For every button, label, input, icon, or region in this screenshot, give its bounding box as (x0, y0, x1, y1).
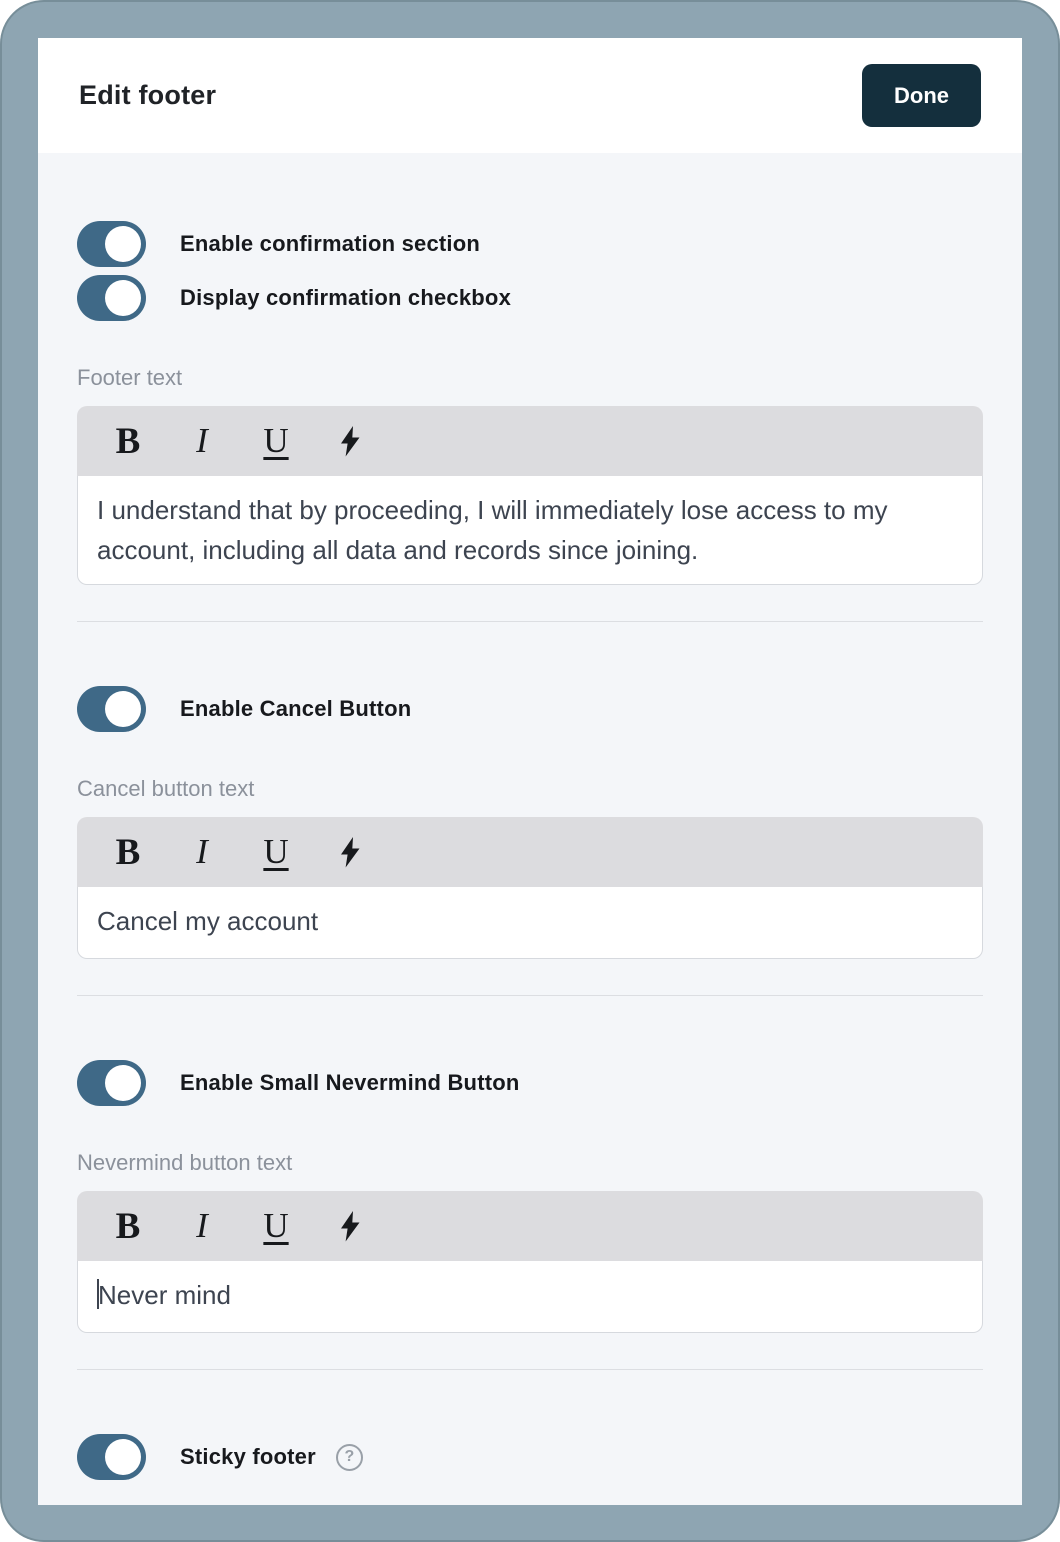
cancel-button-text-editor (77, 817, 983, 959)
enable-small-nevermind-button-toggle[interactable] (77, 1060, 146, 1106)
underline-button[interactable]: U (247, 1198, 305, 1254)
help-icon[interactable]: ? (336, 1444, 363, 1471)
toggle-label: Enable Cancel Button (180, 696, 412, 721)
lightning-icon (338, 837, 362, 868)
lightning-button[interactable] (321, 413, 379, 469)
section-sticky-footer (77, 1434, 983, 1480)
toggle-row-sticky-footer (77, 1434, 983, 1480)
cancel-button-text-input[interactable]: Cancel my account (77, 887, 983, 959)
divider (77, 1369, 983, 1370)
page-title: Edit footer (79, 80, 217, 110)
nevermind-button-text-editor (77, 1191, 983, 1333)
toggle-knob (105, 1439, 141, 1475)
toggle-label: Enable confirmation section (180, 231, 481, 256)
italic-button[interactable]: I (173, 824, 231, 880)
done-button[interactable]: Done (862, 64, 981, 127)
lightning-button[interactable] (321, 1198, 379, 1254)
nevermind-button-text-label: Nevermind button text (77, 1150, 293, 1175)
toggle-knob (105, 1065, 141, 1101)
footer-text-label: Footer text (77, 365, 183, 390)
cancel-button-text-label: Cancel button text (77, 776, 255, 801)
toggle-knob (105, 691, 141, 727)
editor-toolbar (77, 817, 983, 887)
divider (77, 621, 983, 622)
underline-button[interactable]: U (247, 824, 305, 880)
nevermind-text-value: Never mind (98, 1280, 231, 1310)
enable-cancel-button-toggle[interactable] (77, 686, 146, 732)
toggle-knob (105, 226, 141, 262)
bold-button[interactable]: B (99, 413, 157, 469)
lightning-icon (338, 426, 362, 457)
lightning-icon (338, 1211, 362, 1242)
bold-button[interactable]: B (99, 824, 157, 880)
sticky-footer-toggle[interactable] (77, 1434, 146, 1480)
panel-header (38, 38, 1022, 153)
italic-button[interactable]: I (173, 1198, 231, 1254)
panel-body (38, 153, 1022, 1480)
editor-toolbar (77, 1191, 983, 1261)
display-confirmation-checkbox-toggle[interactable] (77, 275, 146, 321)
toggle-knob (105, 280, 141, 316)
editor-toolbar (77, 406, 983, 476)
enable-confirmation-section-toggle[interactable] (77, 221, 146, 267)
section-cancel-button (77, 686, 983, 959)
underline-button[interactable]: U (247, 413, 305, 469)
divider (77, 995, 983, 996)
lightning-button[interactable] (321, 824, 379, 880)
toggle-row-enable-cancel-button (77, 686, 983, 732)
edit-footer-panel (38, 38, 1022, 1505)
nevermind-button-text-input[interactable] (77, 1261, 983, 1333)
section-nevermind-button (77, 1060, 983, 1333)
toggle-label: Display confirmation checkbox (180, 285, 511, 310)
toggle-label: Sticky footer (180, 1444, 316, 1469)
toggle-row-enable-small-nevermind-button (77, 1060, 983, 1106)
italic-button[interactable]: I (173, 413, 231, 469)
toggle-row-enable-confirmation-section (77, 221, 983, 267)
section-confirmation (77, 221, 983, 585)
footer-text-input[interactable]: I understand that by proceeding, I will immediately lose access to my account, including all data and records since joining. (77, 476, 983, 585)
bold-button[interactable]: B (99, 1198, 157, 1254)
toggle-label: Enable Small Nevermind Button (180, 1070, 520, 1095)
toggle-row-display-confirmation-checkbox (77, 275, 983, 321)
footer-text-editor (77, 406, 983, 585)
